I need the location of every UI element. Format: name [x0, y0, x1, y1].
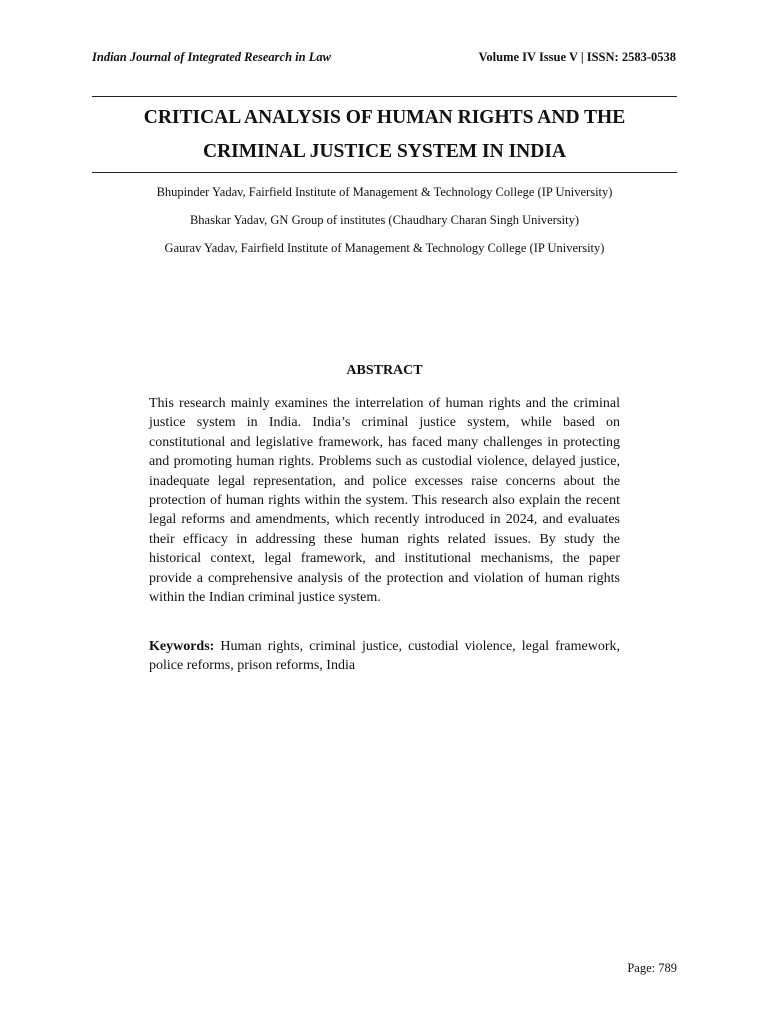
page-number: Page: 789: [627, 961, 677, 975]
keywords-label: Keywords:: [149, 639, 215, 654]
author-1: Bhupinder Yadav, Fairfield Institute of Management & Technology College (IP University): [156, 185, 613, 199]
abstract-heading: ABSTRACT: [346, 363, 423, 378]
author-2: Bhaskar Yadav, GN Group of institutes (Chaudhary Charan Singh University): [189, 213, 580, 227]
volume-issn: Volume IV Issue V | ISSN: 2583-0538: [478, 50, 676, 64]
title-top-rule: [92, 96, 677, 97]
author-list: [92, 183, 677, 267]
abstract-body: This research mainly examines the interrelation of human rights and the criminal justice system in India. India’s criminal justice system, while based on constitutional and legislative framework, has faced many challenges in protecting and promoting human rights. Problems such as custodial violence, delayed justice, inadequate legal representation, and police excesses raise concerns about the protection of human rights within the system. This research also explain the recent legal reforms and amendments, which recently introduced in 2024, and evaluates their efficacy in addressing these human rights related issues. By study the historical context, legal framework, and institutional mechanisms, the paper provide a comprehensive analysis of the protection and violation of human rights within the Indian criminal justice system.: [149, 396, 620, 606]
keywords: [149, 637, 620, 676]
author-3: Gaurav Yadav, Fairfield Institute of Management & Technology College (IP University): [164, 241, 605, 255]
keywords-text: Human rights, criminal justice, custodial violence, legal framework, police reforms, prison reforms, India: [149, 639, 620, 674]
title-line-2: CRIMINAL JUSTICE SYSTEM IN INDIA: [203, 141, 566, 162]
title-bottom-rule: [92, 172, 677, 173]
title-line-1: CRITICAL ANALYSIS OF HUMAN RIGHTS AND THE: [143, 107, 626, 128]
journal-name: Indian Journal of Integrated Research in Law: [92, 50, 331, 64]
paper-title: [92, 101, 677, 169]
